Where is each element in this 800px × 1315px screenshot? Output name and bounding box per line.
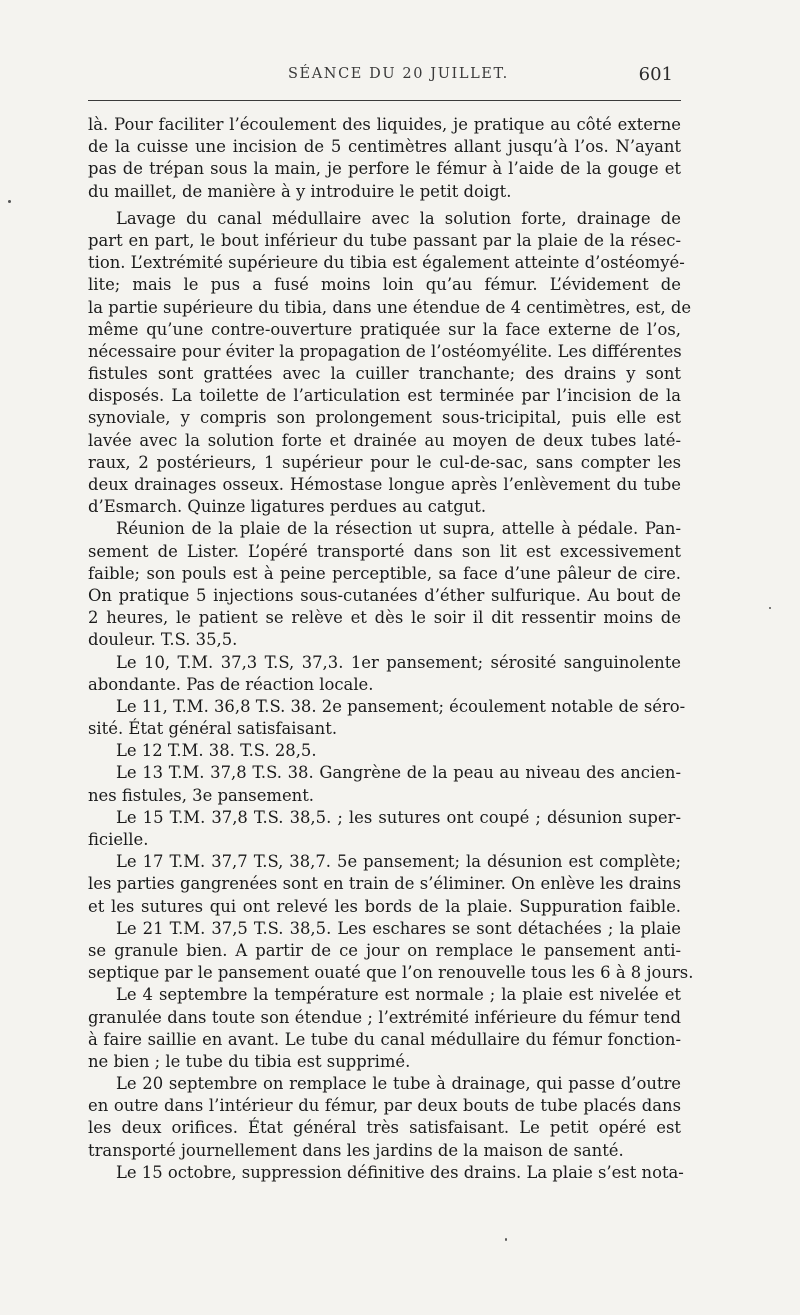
text-line: pas de trépan sous la main, je perfore le fémur à l’aide de la gouge et <box>88 159 681 179</box>
text-line: Le 15 T.M. 37,8 T.S. 38,5. ; les sutures ont coupé ; désunion super- <box>116 807 681 827</box>
text-line: fistules sont grattées avec la cuiller tranchante; des drains y sont <box>88 364 681 384</box>
text-line: Le 20 septembre on remplace le tube à drainage, qui passe d’outre <box>116 1074 681 1094</box>
text-line: Le 15 octobre, suppression définitive des drains. La plaie s’est nota- <box>116 1162 684 1182</box>
text-line: Le 12 T.M. 38. T.S. 28,5. <box>116 741 317 761</box>
text-line: la partie supérieure du tibia, dans une étendue de 4 centimètres, est, de <box>88 297 692 317</box>
text-line: raux, 2 postérieurs, 1 supérieur pour le cul-de-sac, sans compter les <box>88 452 681 472</box>
text-line: sité. État général satisfaisant. <box>88 719 338 739</box>
text-line: 2 heures, le patient se relève et dès le soir il dit ressentir moins de <box>88 608 681 628</box>
text-line: Lavage du canal médullaire avec la solution forte, drainage de <box>116 208 681 228</box>
text-line: sement de Lister. L’opéré transporté dans son lit est excessivement <box>88 541 681 561</box>
text-line: Le 17 T.M. 37,7 T.S, 38,7. 5e pansement; la désunion est complète; <box>116 852 681 872</box>
page-header <box>88 66 681 90</box>
text-line: lavée avec la solution forte et drainée au moyen de deux tubes laté- <box>88 430 681 450</box>
body-text <box>88 114 694 1184</box>
text-line: granulée dans toute son étendue ; l’extrémité inférieure du fémur tend <box>88 1007 681 1027</box>
text-line: Réunion de la plaie de la résection ut supra, attelle à pédale. Pan- <box>116 519 681 539</box>
text-line: les parties gangrenées sont en train de s’éliminer. On enlève les drains <box>88 874 681 894</box>
text-line: deux drainages osseux. Hémostase longue après l’enlèvement du tube <box>88 475 681 494</box>
paper-speck <box>769 607 771 609</box>
header-rule <box>88 100 681 101</box>
text-line: tion. L’extrémité supérieure du tibia est également atteinte d’ostéomyé- <box>88 253 685 273</box>
text-line: septique par le pansement ouaté que l’on renouvelle tous les 6 à 8 jours. <box>88 963 694 983</box>
text-line: de la cuisse une incision de 5 centimètres allant jusqu’à l’os. N’ayant <box>88 137 681 157</box>
text-line: douleur. T.S. 35,5. <box>88 630 238 650</box>
text-line: se granule bien. A partir de ce jour on remplace le pansement anti- <box>88 940 681 960</box>
paper-speck <box>505 1238 507 1241</box>
text-line: ficielle. <box>88 830 149 849</box>
text-line: du maillet, de manière à y introduire le petit doigt. <box>88 181 512 201</box>
text-line: faible; son pouls est à peine perceptible, sa face d’une pâleur de cire. <box>88 563 681 583</box>
text-line: Le 13 T.M. 37,8 T.S. 38. Gangrène de la peau au niveau des ancien- <box>116 763 681 783</box>
text-line: d’Esmarch. Quinze ligatures perdues au catgut. <box>88 497 487 517</box>
text-line: même qu’une contre-ouverture pratiquée sur la face externe de l’os, <box>88 319 681 339</box>
text-line: ne bien ; le tube du tibia est supprimé. <box>88 1051 411 1071</box>
text-line: synoviale, y compris son prolongement sous-tricipital, puis elle est <box>88 408 681 428</box>
text-line: Le 10, T.M. 37,3 T.S, 37,3. 1er pansement; sérosité sanguinolente <box>116 652 681 672</box>
text-line: Le 4 septembre la température est normale ; la plaie est nivelée et <box>116 985 681 1005</box>
text-line: Le 21 T.M. 37,5 T.S. 38,5. Les eschares se sont détachées ; la plaie <box>116 918 681 938</box>
page-number: 601 <box>638 64 673 85</box>
text-line: les deux orifices. État général très satisfaisant. Le petit opéré est <box>88 1118 681 1138</box>
text-line: transporté journellement dans les jardins de la maison de santé. <box>88 1140 624 1160</box>
text-line: et les sutures qui ont relevé les bords de la plaie. Suppuration faible. <box>88 896 681 916</box>
text-line: abondante. Pas de réaction locale. <box>88 674 374 694</box>
running-title: SÉANCE DU 20 JUILLET. <box>288 66 509 82</box>
text-line: en outre dans l’intérieur du fémur, par deux bouts de tube placés dans <box>88 1096 681 1116</box>
text-line: nes fistules, 3e pansement. <box>88 785 315 805</box>
text-line: lite; mais le pus a fusé moins loin qu’au fémur. L’évidement de <box>88 275 681 295</box>
paper-speck <box>8 200 11 203</box>
text-line: disposés. La toilette de l’articulation est terminée par l’incision de la <box>88 386 681 406</box>
text-line: Le 11, T.M. 36,8 T.S. 38. 2e pansement; écoulement notable de séro- <box>116 696 686 716</box>
text-line: nécessaire pour éviter la propagation de l’ostéomyélite. Les différentes <box>88 341 682 361</box>
text-line: On pratique 5 injections sous-cutanées d’éther sulfurique. Au bout de <box>88 585 681 605</box>
text-line: à faire saillie en avant. Le tube du canal médullaire du fémur fonction- <box>88 1029 681 1049</box>
text-line: là. Pour faciliter l’écoulement des liquides, je pratique au côté externe <box>88 115 681 134</box>
text-line: part en part, le bout inférieur du tube passant par la plaie de la résec- <box>88 230 681 250</box>
